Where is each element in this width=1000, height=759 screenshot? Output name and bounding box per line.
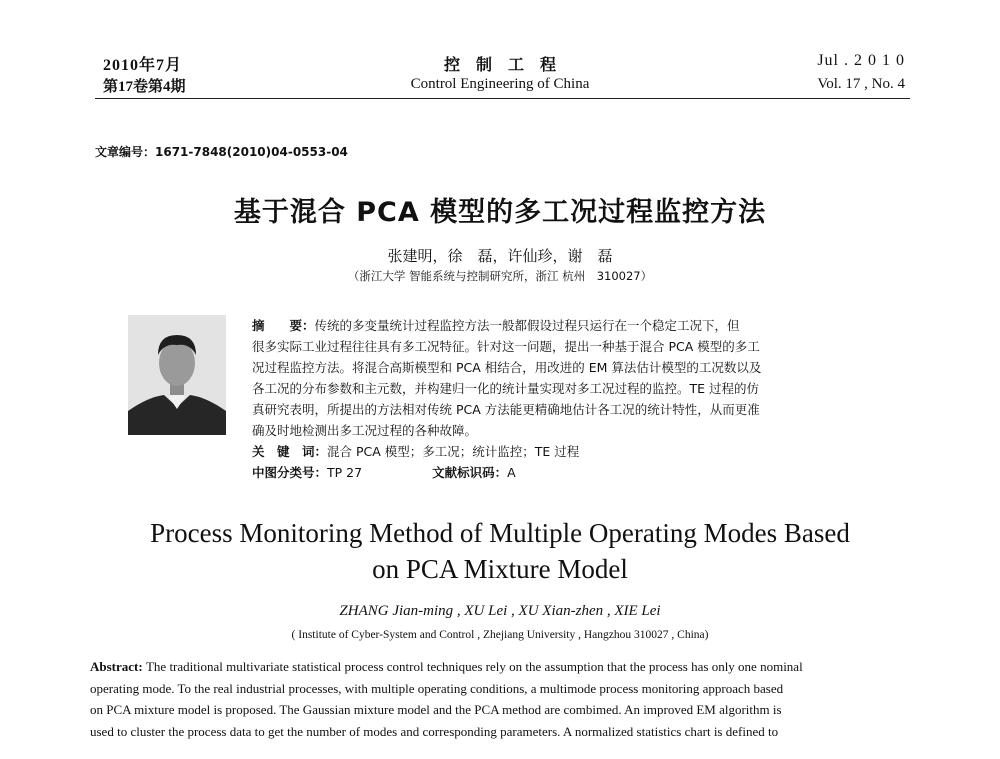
header-issue-zh: 第17卷第4期 [103,79,186,95]
doc-code-value: A [507,465,516,480]
header-rule [95,98,910,99]
abstract-zh-line: 各工况的分布参数和主元数，并构建归一化的统计量实现对多工况过程的监控。TE 过程的仿 [252,381,760,396]
abstract-en-line: used to cluster the process data to get the number of modes and corresponding parameters. A normalized statistics chart is defined to [90,723,779,739]
abstract-zh-line: 确及时地检测出多工况过程的各种故障。 [252,423,478,438]
title-zh: 基于混合 PCA 模型的多工况过程监控方法 [233,197,767,228]
article-number: 文章编号：1671-7848(2010)04-0553-04 [95,145,348,159]
affiliation-zh: （浙江大学 智能系统与控制研究所，浙江 杭州 310027） [347,269,653,283]
header-issue-en: Vol. 17 , No. 4 [817,76,905,92]
doc-code-label: 文献标识码： [432,465,508,480]
keywords-zh-label: 关 键 词： [252,444,328,459]
abstract-en-line: Abstract: The traditional multivariate statistical process control techniques rely on the assumption that the process has only one nominal [90,659,803,674]
abstract-en-label: Abstract [90,659,139,674]
authors-zh: 张建明，徐 磊，许仙珍，谢 磊 [387,247,613,265]
title-en-line-1: Process Monitoring Method of Multiple Operating Modes Based [150,518,850,548]
abstract-zh [252,315,912,483]
abstract-en [90,656,912,742]
title-en-line-2: on PCA Mixture Model [372,554,628,584]
abstract-en-text: The traditional multivariate statistical process control techniques rely on the assumption that the process has only one nominal [145,659,803,674]
author-photo [128,315,226,435]
header-journal-zh: 控 制 工 程 [443,57,556,74]
abstract-zh-text: 传统的多变量统计过程监控方法一般都假设过程只运行在一个稳定工况下，但 [314,318,740,333]
header-date-en: Jul . 2 0 1 0 [817,52,905,69]
person-icon [128,315,226,435]
keywords-zh [252,441,912,462]
clc-label: 中图分类号： [252,465,328,480]
abstract-en-line: operating mode. To the real industrial processes, with multiple operating conditions, a multimode process monitoring approach based [90,680,784,696]
keywords-zh-value: 混合 PCA 模型；多工况；统计监控；TE 过程 [327,444,580,459]
clc-value: TP 27 [327,465,363,480]
classification-line [252,462,912,483]
abstract-zh-line: 真研究表明，所提出的方法相对传统 PCA 方法能更精确地估计各工况的统计特性，从而更准 [252,402,760,417]
abstract-zh-line: 况过程监控方法。将混合高斯模型和 PCA 相结合，用改进的 EM 算法估计模型的工况数以及 [252,360,762,375]
abstract-zh-line: 很多实际工业过程往往具有多工况特征。针对这一问题，提出一种基于混合 PCA 模型的多工 [252,339,760,354]
abstract-zh-line [252,315,912,336]
header-date-zh: 2010年7月 [103,57,183,74]
abstract-zh-label: 摘 要： [252,318,315,333]
authors-en: ZHANG Jian-ming , XU Lei , XU Xian-zhen , XIE Lei [339,603,661,619]
abstract-en-line: on PCA mixture model is proposed. The Gaussian mixture model and the PCA method are combimed. An improved EM algorithm is [90,702,782,717]
header-journal-en: Control Engineering of China [410,76,590,92]
affiliation-en: ( Institute of Cyber-System and Control , Zhejiang University , Hangzhou 310027 , China) [291,629,709,641]
